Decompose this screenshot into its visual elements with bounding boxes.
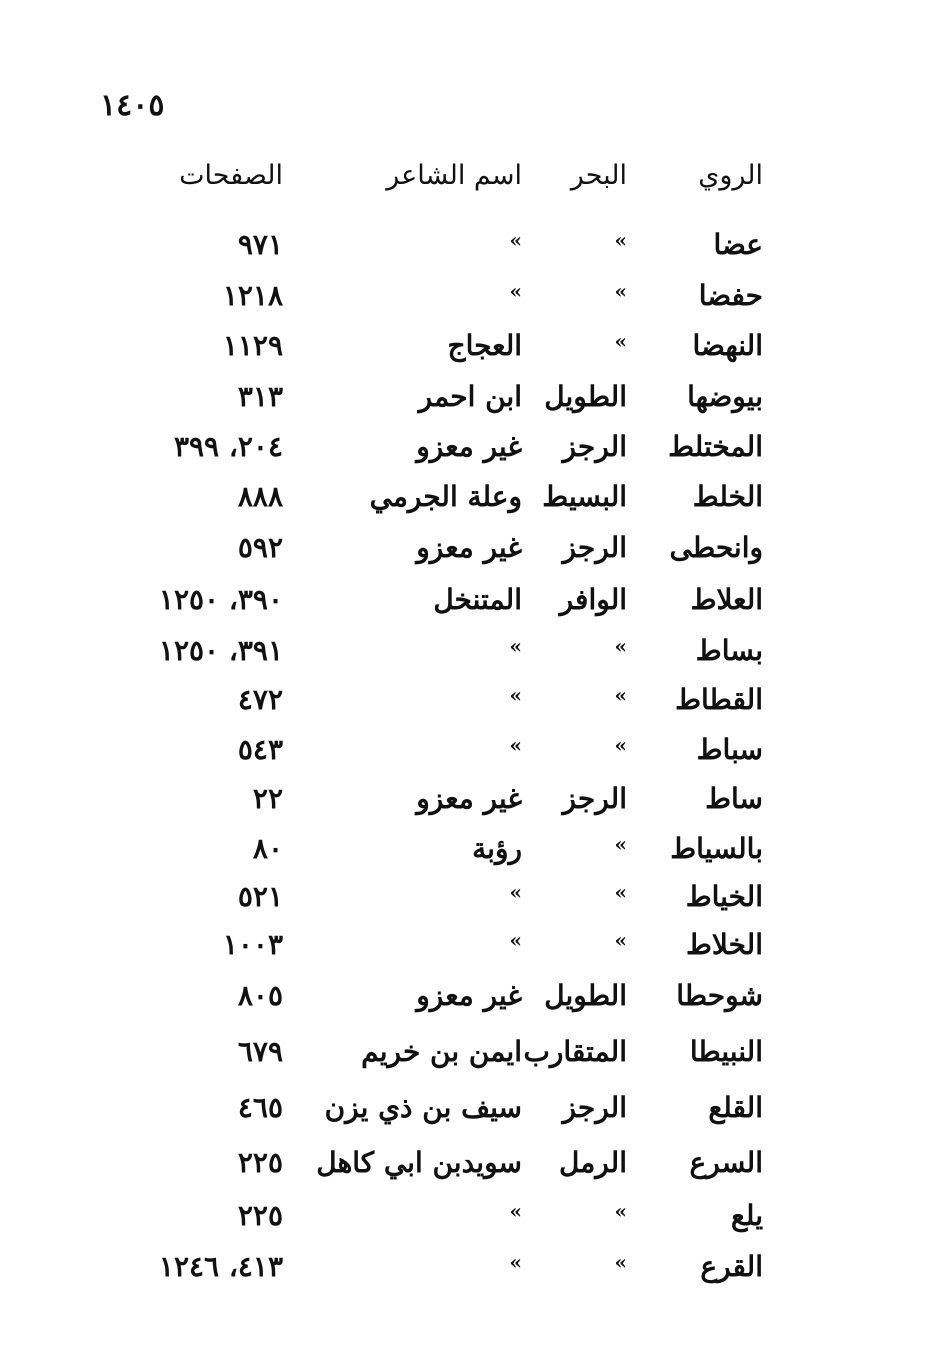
cell-poet: » — [509, 683, 522, 707]
cell-rhyme: القطاط — [675, 683, 763, 716]
cell-pages: ٨٨٨ — [237, 480, 283, 513]
page-number: ١٤٠٥ — [100, 88, 165, 123]
cell-pages: ٣٩١، ١٢٥٠ — [158, 634, 283, 667]
cell-meter: » — [614, 1199, 627, 1223]
cell-poet: غير معزو — [416, 430, 522, 463]
cell-poet: غير معزو — [416, 782, 522, 815]
cell-poet: » — [509, 1199, 522, 1223]
cell-poet: ابن احمر — [418, 380, 522, 413]
cell-rhyme: المختلط — [668, 430, 763, 463]
cell-rhyme: بساط — [695, 634, 763, 667]
cell-rhyme: شوحطا — [676, 979, 763, 1012]
cell-meter: الوافر — [559, 583, 627, 616]
cell-pages: ٥٢١ — [237, 880, 283, 913]
cell-meter: الرجز — [562, 1091, 627, 1124]
cell-rhyme: سباط — [696, 733, 763, 766]
cell-meter: » — [614, 832, 627, 856]
cell-poet: ايمن بن خريم — [361, 1035, 522, 1068]
header-rhyme: الروي — [698, 160, 763, 191]
cell-meter: المتقارب — [523, 1035, 627, 1068]
cell-pages: ٢٢٥ — [237, 1146, 283, 1179]
cell-poet: غير معزو — [416, 979, 522, 1012]
cell-meter: الرجز — [562, 531, 627, 564]
cell-meter: » — [614, 228, 627, 252]
cell-rhyme: السرع — [689, 1146, 763, 1179]
cell-rhyme: بيوضها — [687, 380, 763, 413]
cell-meter: » — [614, 683, 627, 707]
cell-pages: ١٠٠٣ — [222, 928, 283, 961]
cell-poet: وعلة الجرمي — [369, 480, 522, 513]
cell-rhyme: القلع — [708, 1091, 763, 1124]
cell-pages: ٨٠ — [252, 832, 283, 865]
cell-poet: غير معزو — [416, 531, 522, 564]
cell-poet: » — [509, 928, 522, 952]
cell-pages: ٤٦٥ — [237, 1091, 283, 1124]
cell-meter: » — [614, 1250, 627, 1274]
cell-meter: » — [614, 733, 627, 757]
cell-rhyme: ساط — [705, 782, 763, 815]
cell-meter: » — [614, 880, 627, 904]
cell-poet: رؤبة — [472, 832, 522, 865]
header-poet: اسم الشاعر — [386, 160, 522, 191]
cell-rhyme: عضا — [713, 228, 763, 261]
cell-pages: ٢٢٥ — [237, 1199, 283, 1232]
cell-rhyme: النبيطا — [689, 1035, 763, 1068]
cell-pages: ٢٠٤، ٣٩٩ — [173, 430, 283, 463]
cell-pages: ٤٧٢ — [237, 683, 283, 716]
cell-meter: » — [614, 928, 627, 952]
cell-pages: ٢٢ — [252, 782, 283, 815]
cell-rhyme: الخلاط — [686, 928, 763, 961]
cell-meter: الرجز — [562, 782, 627, 815]
cell-rhyme: العلاط — [690, 583, 763, 616]
cell-meter: » — [614, 634, 627, 658]
cell-pages: ٩٧١ — [237, 228, 283, 261]
cell-rhyme: القرع — [700, 1250, 763, 1283]
cell-meter: الطويل — [544, 979, 627, 1012]
cell-meter: » — [614, 329, 627, 353]
cell-meter: الطويل — [544, 380, 627, 413]
cell-rhyme: الخلط — [692, 480, 763, 513]
cell-pages: ٥٩٢ — [237, 531, 283, 564]
cell-rhyme: حفضا — [698, 279, 763, 312]
cell-pages: ١٢١٨ — [222, 279, 283, 312]
cell-rhyme: بالسياط — [670, 832, 763, 865]
cell-pages: ٦٧٩ — [237, 1035, 283, 1068]
cell-poet: سويدبن ابي كاهل — [316, 1146, 522, 1179]
cell-meter: الرمل — [559, 1146, 627, 1179]
cell-poet: » — [509, 228, 522, 252]
cell-pages: ٣٩٠، ١٢٥٠ — [158, 583, 283, 616]
cell-meter: » — [614, 279, 627, 303]
cell-pages: ٥٤٣ — [237, 733, 283, 766]
cell-poet: » — [509, 1250, 522, 1274]
header-pages: الصفحات — [179, 160, 283, 191]
cell-pages: ٨٠٥ — [237, 979, 283, 1012]
cell-poet: » — [509, 733, 522, 757]
header-meter: البحر — [570, 160, 627, 191]
cell-poet: » — [509, 279, 522, 303]
cell-poet: » — [509, 634, 522, 658]
cell-pages: ١١٢٩ — [222, 329, 283, 362]
cell-rhyme: يلع — [731, 1199, 763, 1232]
cell-poet: العجاج — [447, 329, 522, 362]
cell-poet: سيف بن ذي يزن — [324, 1091, 522, 1124]
cell-meter: الرجز — [562, 430, 627, 463]
cell-rhyme: النهضا — [692, 329, 763, 362]
cell-pages: ٤١٣، ١٢٤٦ — [158, 1250, 283, 1283]
cell-poet: المتنخل — [433, 583, 522, 616]
cell-pages: ٣١٣ — [237, 380, 283, 413]
cell-poet: » — [509, 880, 522, 904]
cell-meter: البسيط — [542, 480, 627, 513]
cell-rhyme: وانحطى — [669, 531, 763, 564]
cell-rhyme: الخياط — [685, 880, 763, 913]
